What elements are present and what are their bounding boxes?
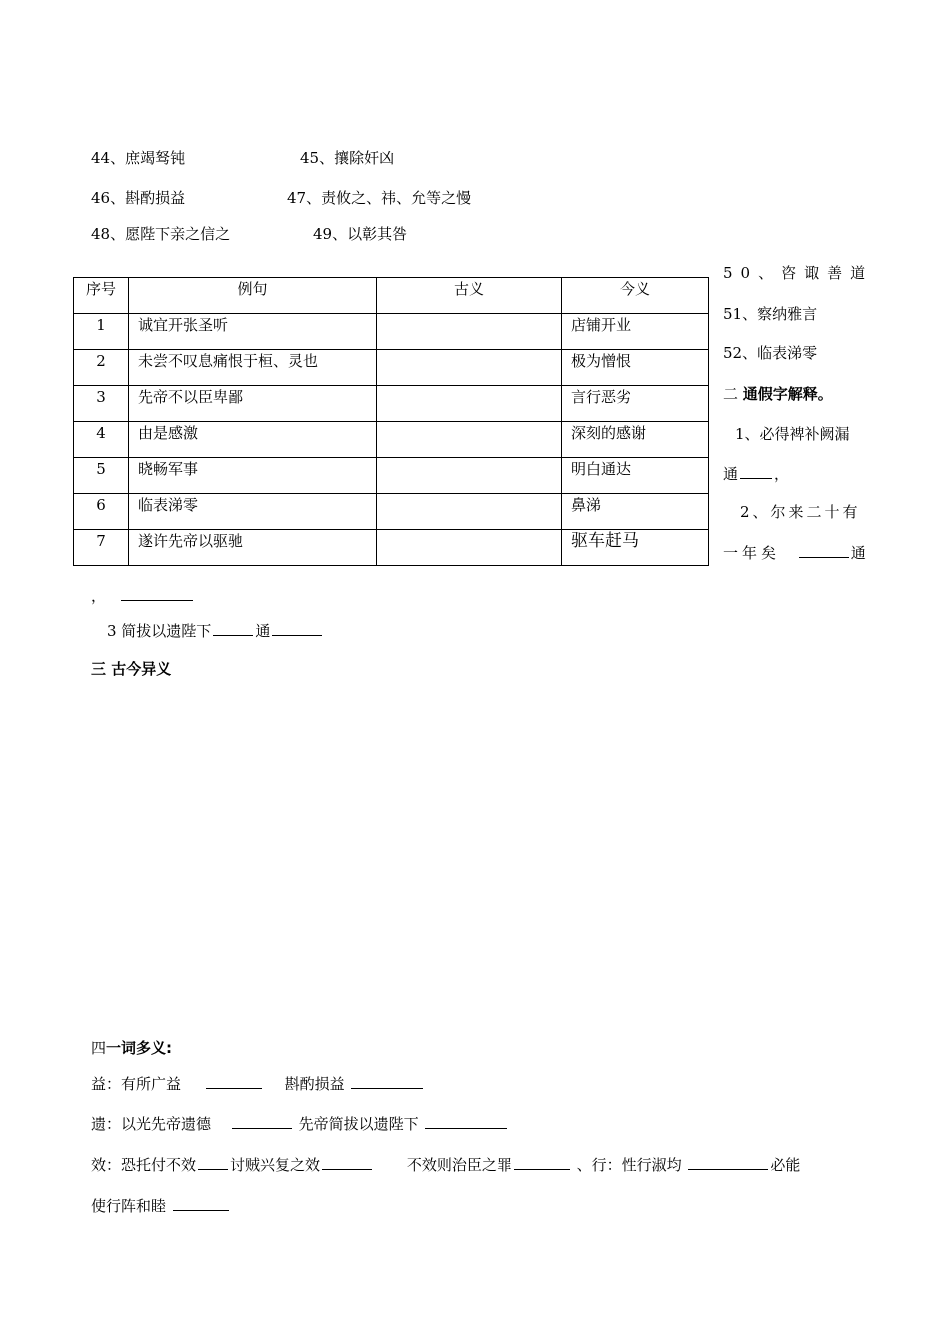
polysemy-xing-label: 、行：性行淑均	[576, 1156, 682, 1174]
tongjia-q2-cont: 一年矣	[723, 544, 781, 562]
polysemy-wei-blank-1[interactable]	[232, 1114, 292, 1129]
section4-heading	[91, 1038, 172, 1058]
header-ancient-meaning: 古义	[377, 278, 562, 314]
polysemy-yi-label: 益：有所广益	[91, 1075, 182, 1093]
tongjia-q3-text: 3 简拔以遗陛下	[107, 622, 212, 640]
item-52: 52、临表涕零	[723, 344, 818, 362]
polysemy-xing-blank-2[interactable]	[173, 1196, 229, 1211]
row-number: 6	[74, 494, 129, 530]
tongjia-q2-blank-2[interactable]	[121, 586, 193, 601]
row-number: 1	[74, 314, 129, 350]
polysemy-wei	[91, 1114, 509, 1134]
row-number: 7	[74, 530, 129, 566]
section2-title: 通假字解释。	[742, 385, 833, 403]
header-modern-meaning: 今义	[562, 278, 709, 314]
row-example: 晓畅军事	[129, 458, 377, 494]
polysemy-xiao-second: 讨贼兴复之效	[230, 1156, 321, 1174]
table-row	[74, 314, 709, 350]
section4-prefix: 四	[91, 1039, 107, 1057]
row-example: 诚宜开张圣听	[129, 314, 377, 350]
item-50: 50、咨诹善道	[723, 264, 874, 282]
tongjia-q2-answer	[723, 543, 866, 563]
row-ancient-meaning[interactable]	[377, 386, 562, 422]
table-row	[74, 386, 709, 422]
row-ancient-meaning[interactable]	[377, 494, 562, 530]
tongjia-q1-tail: ，	[774, 465, 790, 483]
tongjia-q1: 1、必得裨补阙漏	[735, 425, 850, 443]
polysemy-xing-blank-1[interactable]	[688, 1155, 768, 1170]
tongjia-q2-tong: 通	[850, 544, 866, 562]
row-ancient-meaning[interactable]	[377, 422, 562, 458]
ancient-modern-table	[73, 277, 709, 566]
polysemy-yi	[91, 1074, 425, 1094]
header-number: 序号	[74, 278, 129, 314]
row-ancient-meaning[interactable]	[377, 350, 562, 386]
polysemy-xiao-third: 不效则治臣之罪	[406, 1156, 512, 1174]
row-modern-meaning: 明白通达	[562, 458, 709, 494]
polysemy-yi-second: 斟酌损益	[284, 1075, 345, 1093]
polysemy-xing-second: 必能	[770, 1156, 801, 1174]
polysemy-xiao-label: 效：恐托付不效	[91, 1156, 197, 1174]
polysemy-xiao-blank-1[interactable]	[198, 1155, 228, 1170]
row-number: 4	[74, 422, 129, 458]
item-46: 46、斟酌损益	[91, 189, 186, 207]
tongjia-q3	[107, 621, 324, 641]
item-45: 45、攘除奸凶	[300, 149, 395, 167]
tongjia-q1-tong: 通	[723, 465, 739, 483]
item-49: 49、以彰其咎	[313, 225, 408, 243]
row-modern-meaning: 深刻的感谢	[562, 422, 709, 458]
table-row	[74, 494, 709, 530]
tongjia-q1-answer	[723, 464, 789, 484]
header-example: 例句	[129, 278, 377, 314]
item-51: 51、察纳雅言	[723, 305, 818, 323]
row-ancient-meaning[interactable]	[377, 314, 562, 350]
tongjia-q2-second	[91, 586, 195, 606]
row-modern-meaning: 鼻涕	[562, 494, 709, 530]
row-ancient-meaning[interactable]	[377, 458, 562, 494]
row-example: 由是感激	[129, 422, 377, 458]
tongjia-q1-blank[interactable]	[740, 464, 772, 479]
row-modern-meaning: 驱车赶马	[562, 530, 709, 566]
row-example: 未尝不叹息痛恨于桓、灵也	[129, 350, 377, 386]
row-example: 临表涕零	[129, 494, 377, 530]
row-example: 先帝不以臣卑鄙	[129, 386, 377, 422]
item-48: 48、愿陛下亲之信之	[91, 225, 231, 243]
tongjia-q2: 2、尔来二十有	[740, 503, 861, 521]
tongjia-q2-comma: ，	[91, 587, 107, 605]
row-modern-meaning: 言行恶劣	[562, 386, 709, 422]
table-row	[74, 350, 709, 386]
tongjia-q3-blank-1[interactable]	[213, 621, 253, 636]
polysemy-xiao-blank-2[interactable]	[322, 1155, 372, 1170]
polysemy-wei-blank-2[interactable]	[425, 1114, 507, 1129]
polysemy-yi-blank-1[interactable]	[206, 1074, 262, 1089]
polysemy-yi-blank-2[interactable]	[351, 1074, 423, 1089]
row-number: 3	[74, 386, 129, 422]
tongjia-q2-blank[interactable]	[799, 543, 849, 558]
table-row	[74, 530, 709, 566]
row-modern-meaning: 店铺开业	[562, 314, 709, 350]
item-47: 47、责攸之、祎、允等之慢	[287, 189, 472, 207]
polysemy-xiao-blank-3[interactable]	[514, 1155, 570, 1170]
row-ancient-meaning[interactable]	[377, 530, 562, 566]
section3-title: 三 古今异义	[91, 660, 172, 678]
polysemy-xing-cont	[91, 1196, 231, 1216]
polysemy-wei-second: 先帝简拔以遗陛下	[298, 1115, 419, 1133]
row-number: 2	[74, 350, 129, 386]
table-row	[74, 458, 709, 494]
polysemy-xing-cont-text: 使行阵和睦	[91, 1197, 167, 1215]
table-row	[74, 422, 709, 458]
section2-heading	[723, 384, 833, 404]
tongjia-q3-blank-2[interactable]	[272, 621, 322, 636]
tongjia-q3-tong: 通	[255, 622, 271, 640]
row-number: 5	[74, 458, 129, 494]
section2-prefix: 二	[723, 385, 739, 403]
table-header-row	[74, 278, 709, 314]
row-example: 遂许先帝以驱驰	[129, 530, 377, 566]
section4-title: 一词多义:	[106, 1039, 173, 1057]
polysemy-wei-label: 遗：以光先帝遗德	[91, 1115, 212, 1133]
item-44: 44、庶竭驽钝	[91, 149, 186, 167]
row-modern-meaning: 极为憎恨	[562, 350, 709, 386]
polysemy-xiao	[91, 1155, 800, 1175]
